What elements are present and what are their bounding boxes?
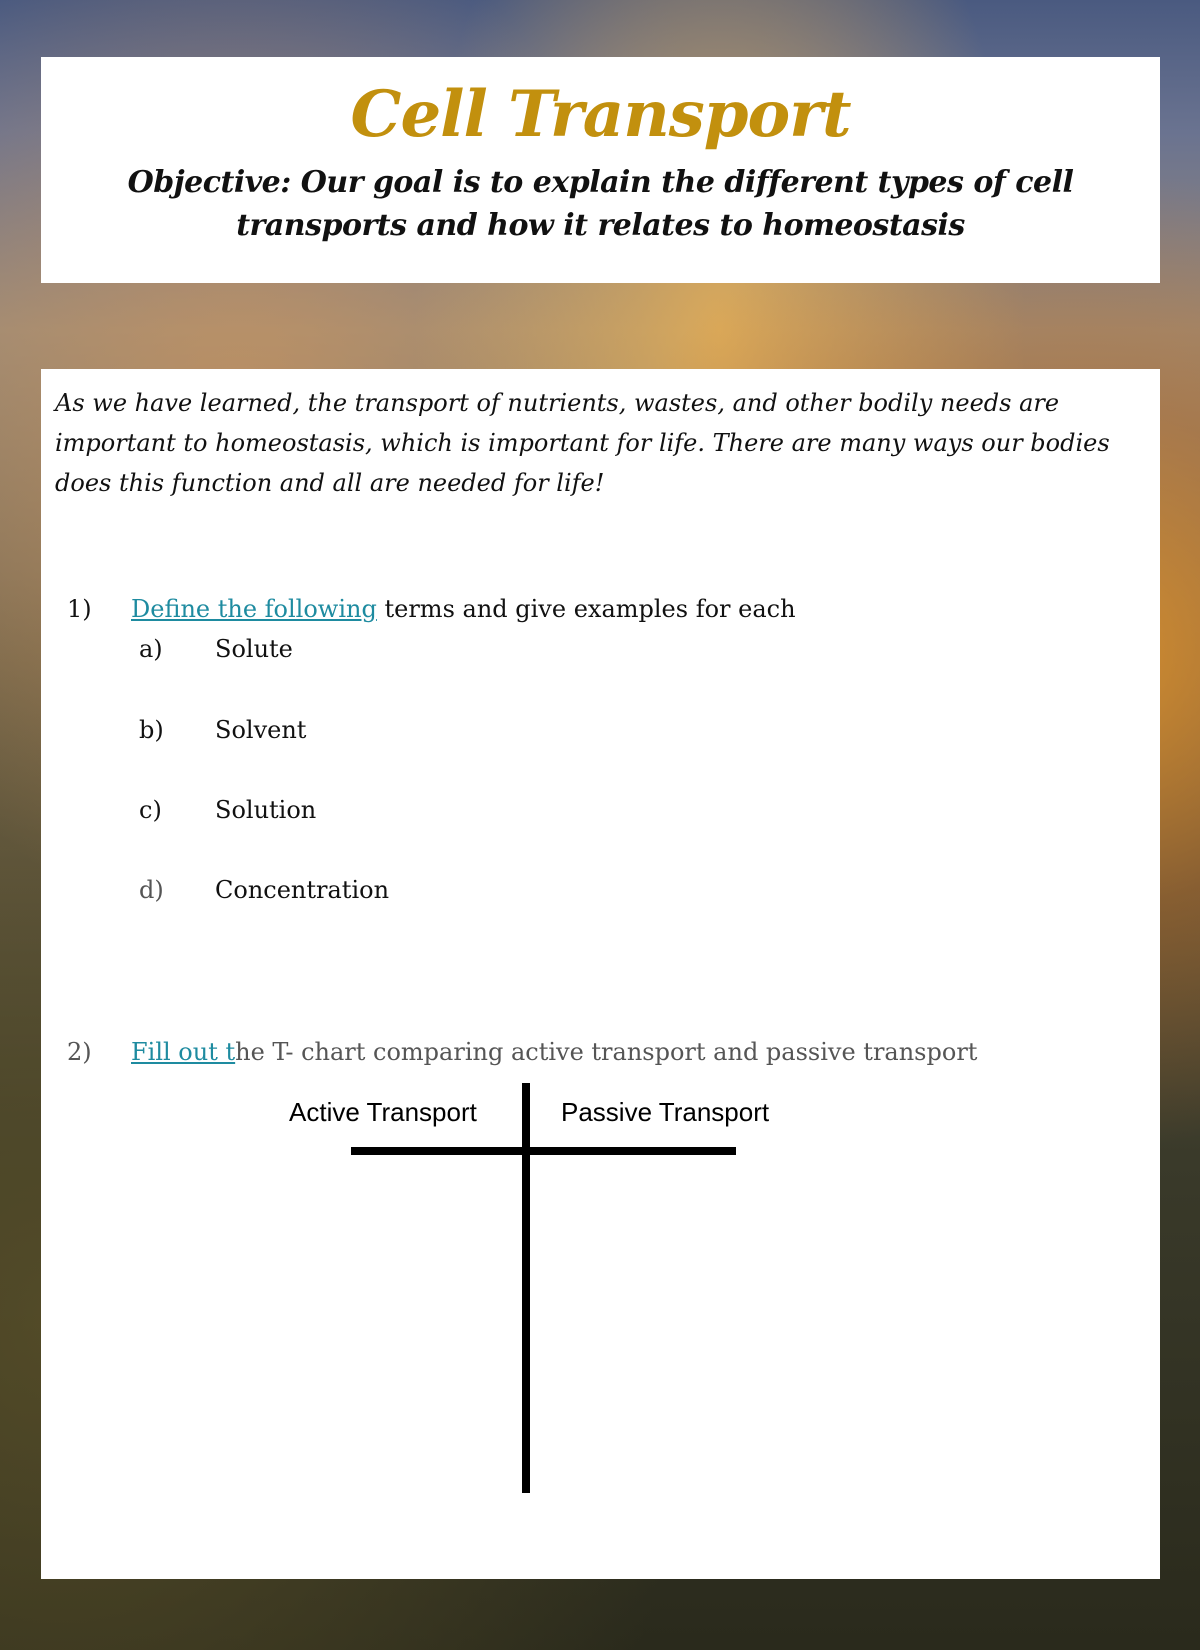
- worksheet-card: [41, 369, 1160, 1579]
- t-chart-right-header: Passive Transport: [561, 1097, 770, 1127]
- question-1-text: terms and give examples for each: [376, 595, 796, 623]
- term-label: Solvent: [215, 716, 307, 744]
- question-1-number: 1): [67, 595, 92, 623]
- objective-text: Objective: Our goal is to explain the different types of cell transports and how it relates to homeostasis: [127, 165, 1074, 243]
- define-link[interactable]: Define the following: [131, 595, 377, 623]
- term-letter: a): [139, 635, 163, 663]
- term-item: [139, 635, 293, 663]
- term-letter: d): [139, 876, 164, 904]
- term-letter: c): [139, 796, 162, 824]
- fill-out-link[interactable]: Fill out t: [131, 1038, 236, 1066]
- term-label: Solute: [215, 635, 293, 663]
- term-item: [139, 796, 316, 824]
- question-2-text: he T- chart comparing active transport and passive transport: [235, 1038, 978, 1066]
- t-chart-horizontal-line: [351, 1147, 736, 1155]
- term-letter: b): [139, 716, 164, 744]
- page-title: Cell Transport: [350, 77, 851, 152]
- title-card: [41, 57, 1160, 283]
- t-chart-vertical-line: [522, 1083, 530, 1493]
- term-item: [139, 876, 389, 904]
- term-item: [139, 716, 306, 744]
- t-chart-left-header: Active Transport: [289, 1097, 477, 1127]
- question-2: [67, 1038, 977, 1066]
- intro-paragraph: As we have learned, the transport of nutrients, wastes, and other bodily needs are important to homeostasis, which is important for life. There are many ways our bodies does this function and all are needed for life!: [55, 389, 1110, 497]
- term-label: Solution: [215, 796, 317, 824]
- question-2-number: 2): [67, 1038, 92, 1066]
- term-label: Concentration: [215, 876, 390, 904]
- question-1: [67, 595, 796, 623]
- t-chart: [281, 1083, 841, 1503]
